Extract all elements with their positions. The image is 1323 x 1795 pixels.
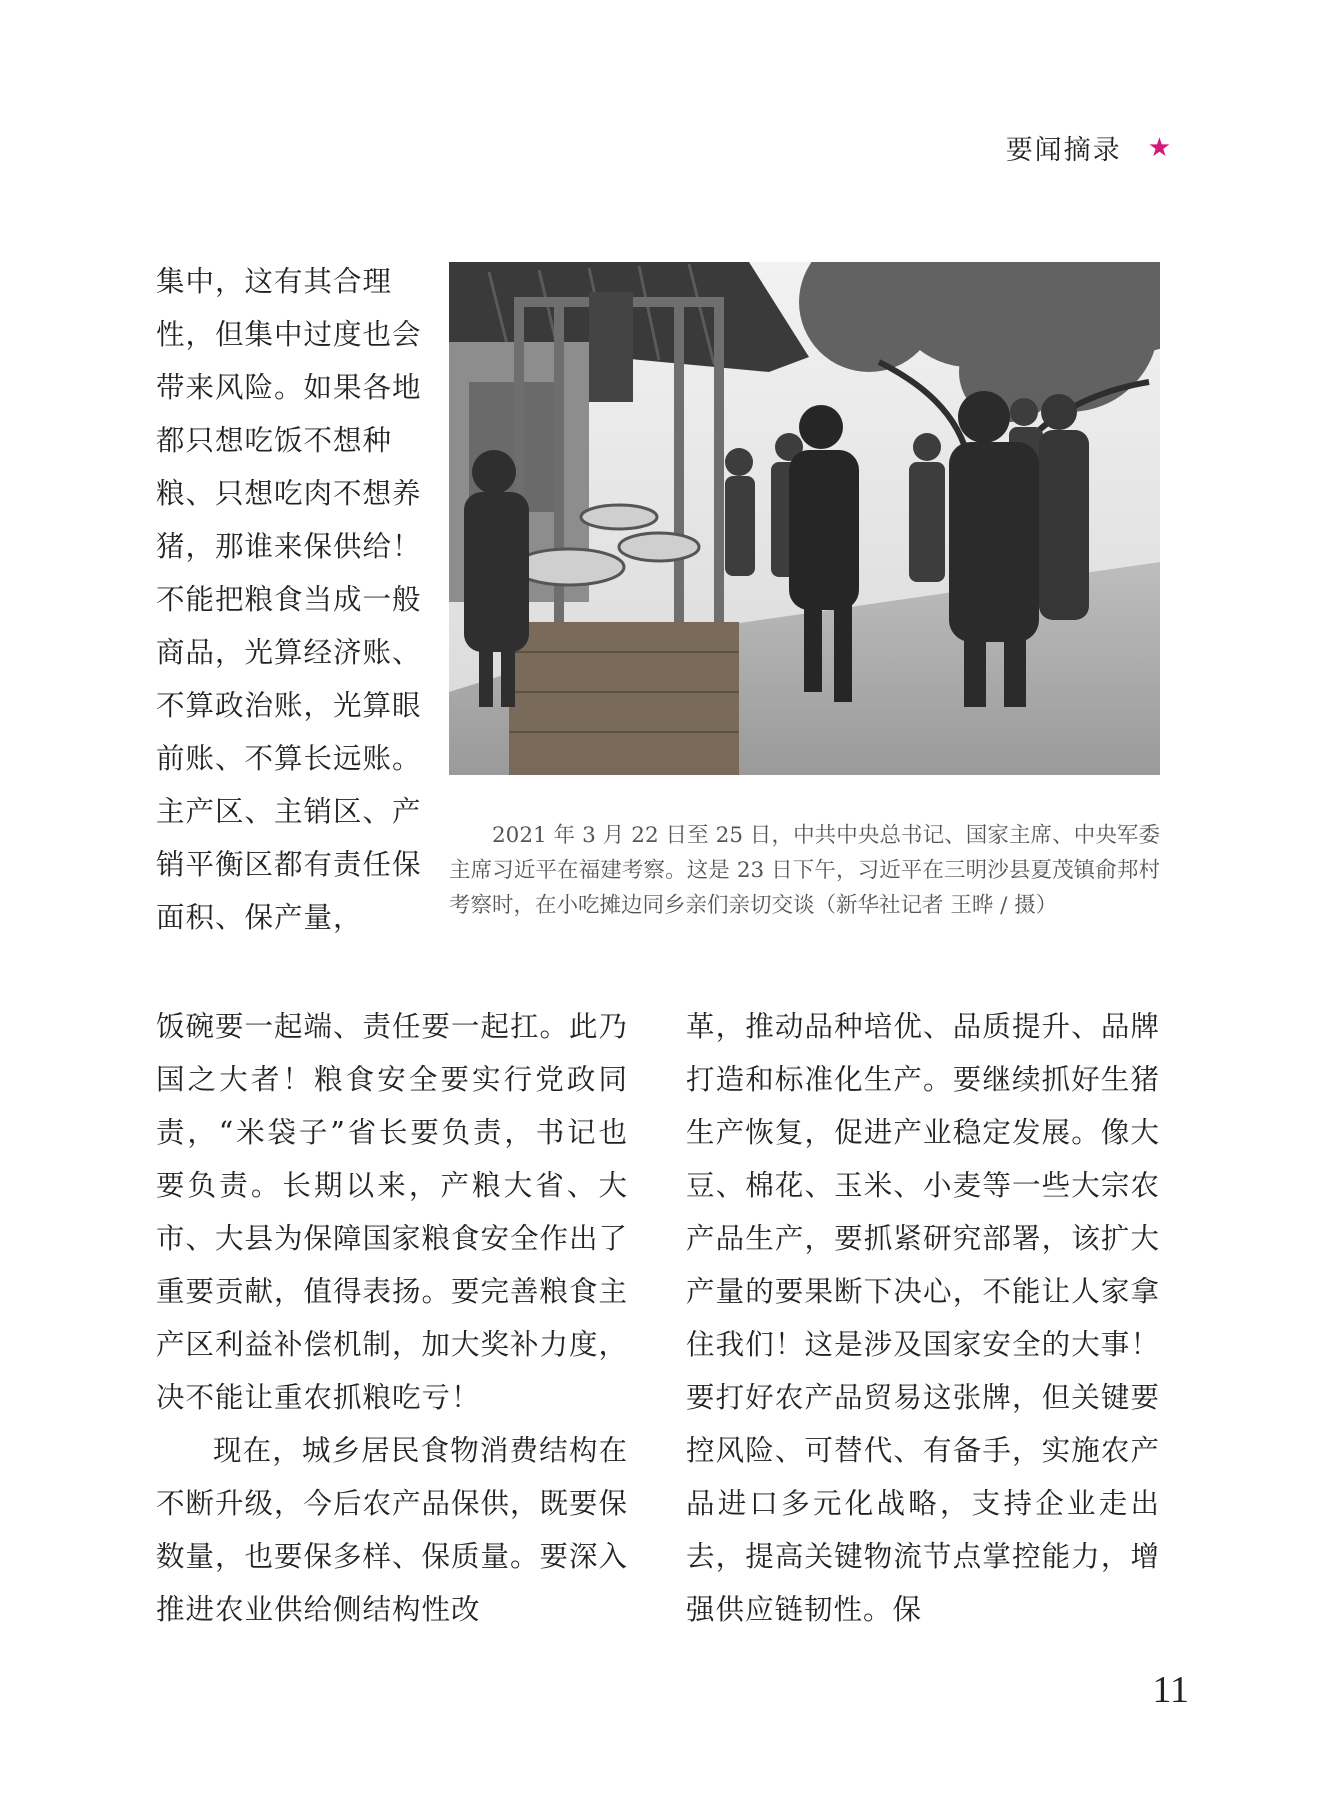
running-header: [1006, 128, 1171, 167]
news-photo-illustration: [449, 262, 1160, 775]
news-photo: [449, 262, 1160, 775]
right-text-column: [686, 1000, 1160, 1636]
paragraph: 革，推动品种培优、品质提升、品牌打造和标准化生产。要继续抓好生猪生产恢复，促进产业稳定发展。像大豆、棉花、玉米、小麦等一些大宗农产品生产，要抓紧研究部署，该扩大产量的要果断下决心，不能让人家拿住我们！这是涉及国家安全的大事！要打好农产品贸易这张牌，但关键要控风险、可替代、有备手，实施农产品进口多元化战略，支持企业走出去，提高关键物流节点掌控能力，增强供应链韧性。保: [686, 1010, 1160, 1626]
section-title: 要闻摘录: [1005, 135, 1122, 166]
star-icon: ★: [1147, 132, 1171, 163]
page-number: 11: [1152, 1669, 1189, 1711]
photo-caption: 2021 年 3 月 22 日至 25 日，中共中央总书记、国家主席、中央军委主席习近平在福建考察。这是 23 日下午，习近平在三明沙县夏茂镇俞邦村考察时，在小吃摊边同乡亲们亲切交谈（新华社记者 王晔 / 摄）: [449, 822, 1160, 918]
paragraph: 现在，城乡居民食物消费结构在不断升级，今后农产品保供，既要保数量，也要保多样、保质量。要深入推进农业供给侧结构性改: [156, 1434, 629, 1626]
narrow-text-column: [156, 255, 426, 944]
paragraph: 饭碗要一起端、责任要一起扛。此乃国之大者！粮食安全要实行党政同责，“米袋子”省长要负责，书记也要负责。长期以来，产粮大省、大市、大县为保障国家粮食安全作出了重要贡献，值得表扬。要完善粮食主产区利益补偿机制，加大奖补力度，决不能让重农抓粮吃亏！: [156, 1010, 629, 1414]
paragraph-continuation: 集中，这有其合理性，但集中过度也会带来风险。如果各地都只想吃饭不想种粮、只想吃肉不想养猪，那谁来保供给！不能把粮食当成一般商品，光算经济账、不算政治账，光算眼前账、不算长远账。主产区、主销区、产销平衡区都有责任保面积、保产量，: [156, 265, 422, 934]
left-text-column: [156, 1000, 628, 1636]
